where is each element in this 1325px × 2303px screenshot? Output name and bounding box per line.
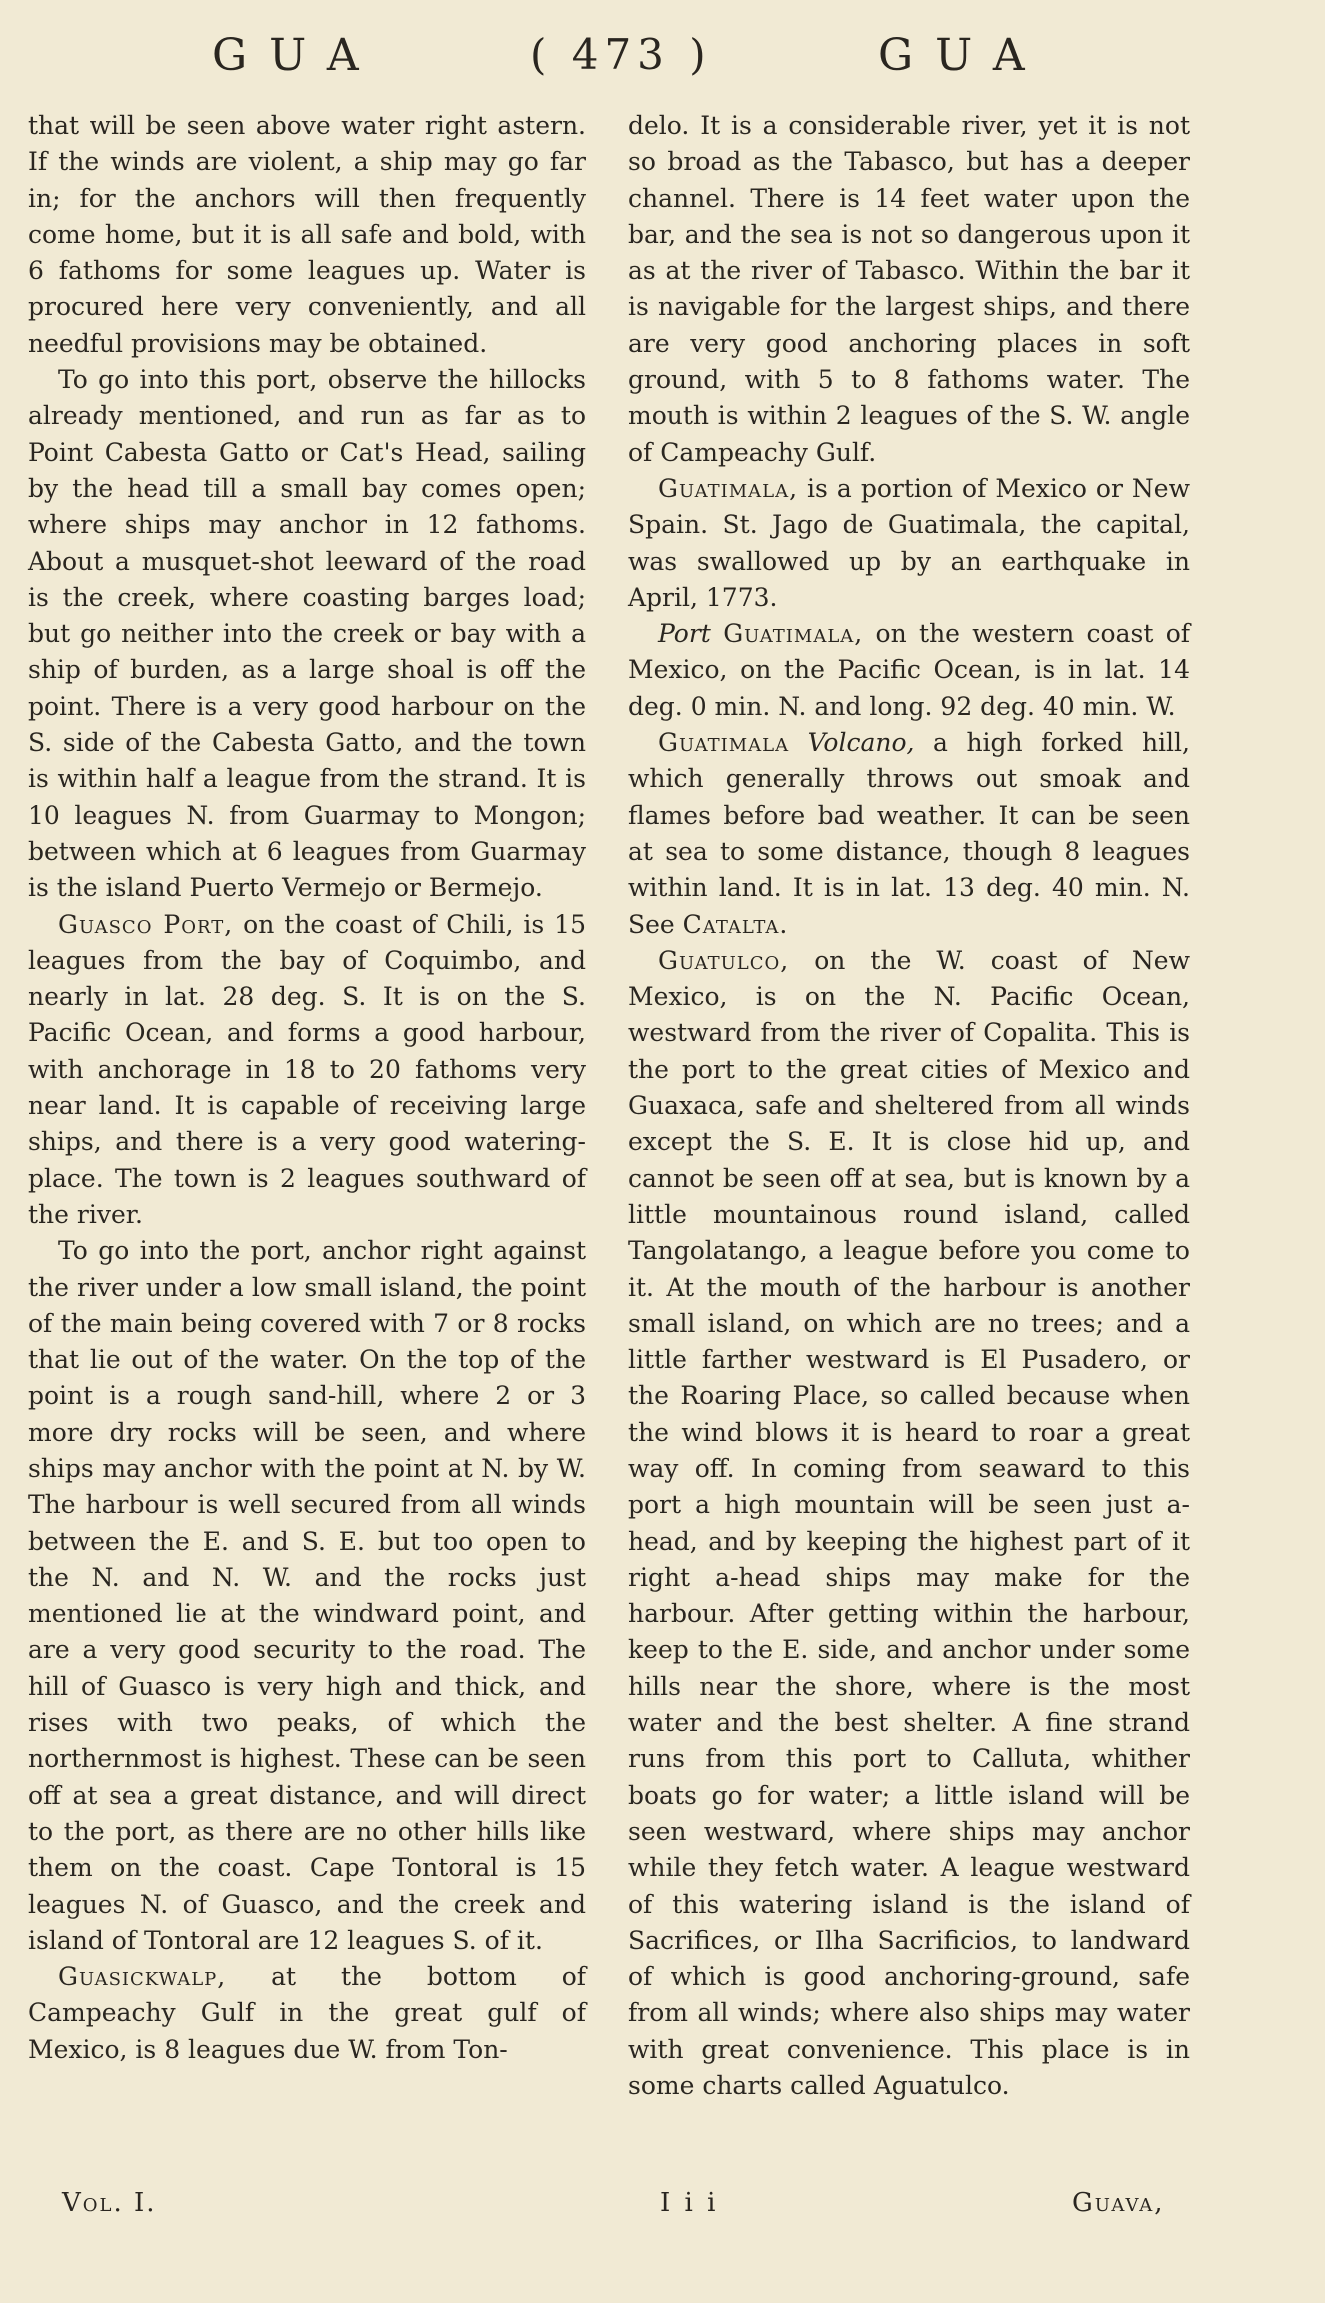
volume-label: Vol. I. [62, 2188, 157, 2218]
entry-guatimala [628, 471, 1190, 616]
entry-prefix: Port [658, 619, 724, 649]
entry-port-guatimala [628, 616, 1190, 725]
header-left-word: GUA [212, 30, 381, 81]
header-right-word: GUA [878, 30, 1047, 81]
right-column [628, 108, 1190, 2104]
paragraph-port-directions: To go into the port, anchor right against the river under a low small island, the point of the main being covered with 7 or 8 rocks that lie out of the water. On the top of the point is a rough sand-hill, where 2 or 3 more dry rocks will be seen, and where ships may anchor with the point at N. by W. The harbour is well secured from all winds between the E. and S. E. but too open to the N. and N. W. and the rocks just mentioned lie at the windward point, and are a very good security to the road. The hill of Guasco is very high and thick, and rises with two peaks, of which the northernmost is highest. These can be seen off at sea a great distance, and will direct to the port, as there are no other hills like them on the coast. Cape Tontoral is 15 leagues N. of Guasco, and the creek and island of Tontoral are 12 leagues S. of it. [28, 1236, 586, 1955]
page-number: ( 473 ) [530, 30, 712, 79]
paragraph-directions: To go into this port, observe the hillocks already mentioned, and run as far as to Point Cabesta Gatto or Cat's Head, sailing by the head till a small bay comes open; where ships may anchor in 12 fathoms. About a musquet-shot leeward of the road is the creek, where coasting barges load; but go neither into the creek or bay with a ship of burden, as a large shoal is off the point. There is a very good harbour on the S. side of the Cabesta Gatto, and the town is within half a league from the strand. It is 10 leagues N. from Guarmay to Mongon; between which at 6 leagues from Guarmay is the island Puerto Vermejo or Bermejo. [28, 365, 586, 903]
paragraph-continued: that will be seen above water right astern. If the winds are violent, a ship may go far in; for the anchors will then frequently come home, but it is all safe and bold, with 6 fathoms for some leagues up. Water is procured here very conveniently, and all needful provisions may be obtained. [28, 111, 586, 358]
signature-mark: I i i [660, 2188, 719, 2218]
entry-headword: Guatimala, [658, 473, 799, 503]
cross-reference: Catalta. [682, 909, 789, 939]
paragraph-continued: delo. It is a considerable river, yet it is not so broad as the Tabasco, but has a deeper channel. There is 14 feet water upon the bar, and the sea is not so dangerous upon it as at the river of Tabasco. Within the bar it is navigable for the largest ships, and there are very good anchoring places in soft ground, with 5 to 8 fathoms water. The mouth is within 2 leagues of the S. W. angle of Campeachy Gulf. [628, 111, 1190, 467]
entry-headword: Guasickwalp, [58, 1962, 227, 1992]
left-column [28, 108, 586, 2068]
entry-body: on the W. coast of New Mexico, is on the N. Pacific Ocean, westward from the river of Copalita. This is the port to the great cities of Mexico and Guaxaca, safe and sheltered from all winds except the S. E. It is close hid up, and cannot be seen off at sea, but is known by a little mountainous round island, called Tangolatango, a league before you come to it. At the mouth of the harbour is another small island, on which are no trees; and a little farther westward is El Pusadero, or the Roaring Place, so called because when the wind blows it is heard to roar a great way off. In coming from seaward to this port a high mountain will be seen just a-head, and by keeping the highest part of it right a-head ships may make for the harbour. After getting within the harbour, keep to the E. side, and anchor under some hills near the shore, where is the most water and the best shelter. A fine strand runs from this port to Calluta, whither boats go for water; a little island will be seen westward, where ships may anchor while they fetch water. A league westward of this watering island is the island of Sacrifices, or Ilha Sacrificios, to landward of which is good anchoring-ground, safe from all winds; where also ships may water with great convenience. This place is in some charts called Aguatulco. [628, 945, 1190, 2101]
entry-headword: Guasco Port, [58, 909, 234, 939]
entry-headword: Guatimala [658, 728, 790, 758]
entry-guatulco [628, 943, 1190, 2105]
entry-body: at the bottom of Campeachy Gulf in the great gulf of Mexico, is 8 leagues due W. from Ton- [28, 1962, 586, 2064]
entry-body: a high forked hill, which generally throws out smoak and flames before bad weather. It can be seen at sea to some distance, though 8 leagues within land. It is in lat. 13 deg. 40 min. N. See [628, 728, 1190, 939]
entry-subhead: Volcano, [789, 728, 915, 758]
entry-guasickwalp [28, 1959, 586, 2068]
entry-guatimala-volcano [628, 725, 1190, 943]
entry-body: on the western coast of Mexico, on the Pacific Ocean, is in lat. 14 deg. 0 min. N. and long. 92 deg. 40 min. W. [628, 619, 1190, 721]
entry-headword: Guatimala, [723, 619, 864, 649]
entry-body: on the coast of Chili, is 15 leagues from the bay of Coquimbo, and nearly in lat. 28 deg. S. It is on the S. Pacific Ocean, and forms a good harbour, with anchorage in 18 to 20 fathoms very near land. It is capable of receiving large ships, and there is a very good watering-place. The town is 2 leagues southward of the river. [28, 909, 586, 1229]
entry-body: is a portion of Mexico or New Spain. St. Jago de Guatimala, the capital, was swallowed up by an earthquake in April, 1773. [628, 473, 1190, 612]
catchword: Guava, [1072, 2188, 1165, 2218]
entry-headword: Guatulco, [658, 945, 790, 975]
entry-guasco-port [28, 907, 586, 1234]
running-header [0, 30, 1325, 90]
